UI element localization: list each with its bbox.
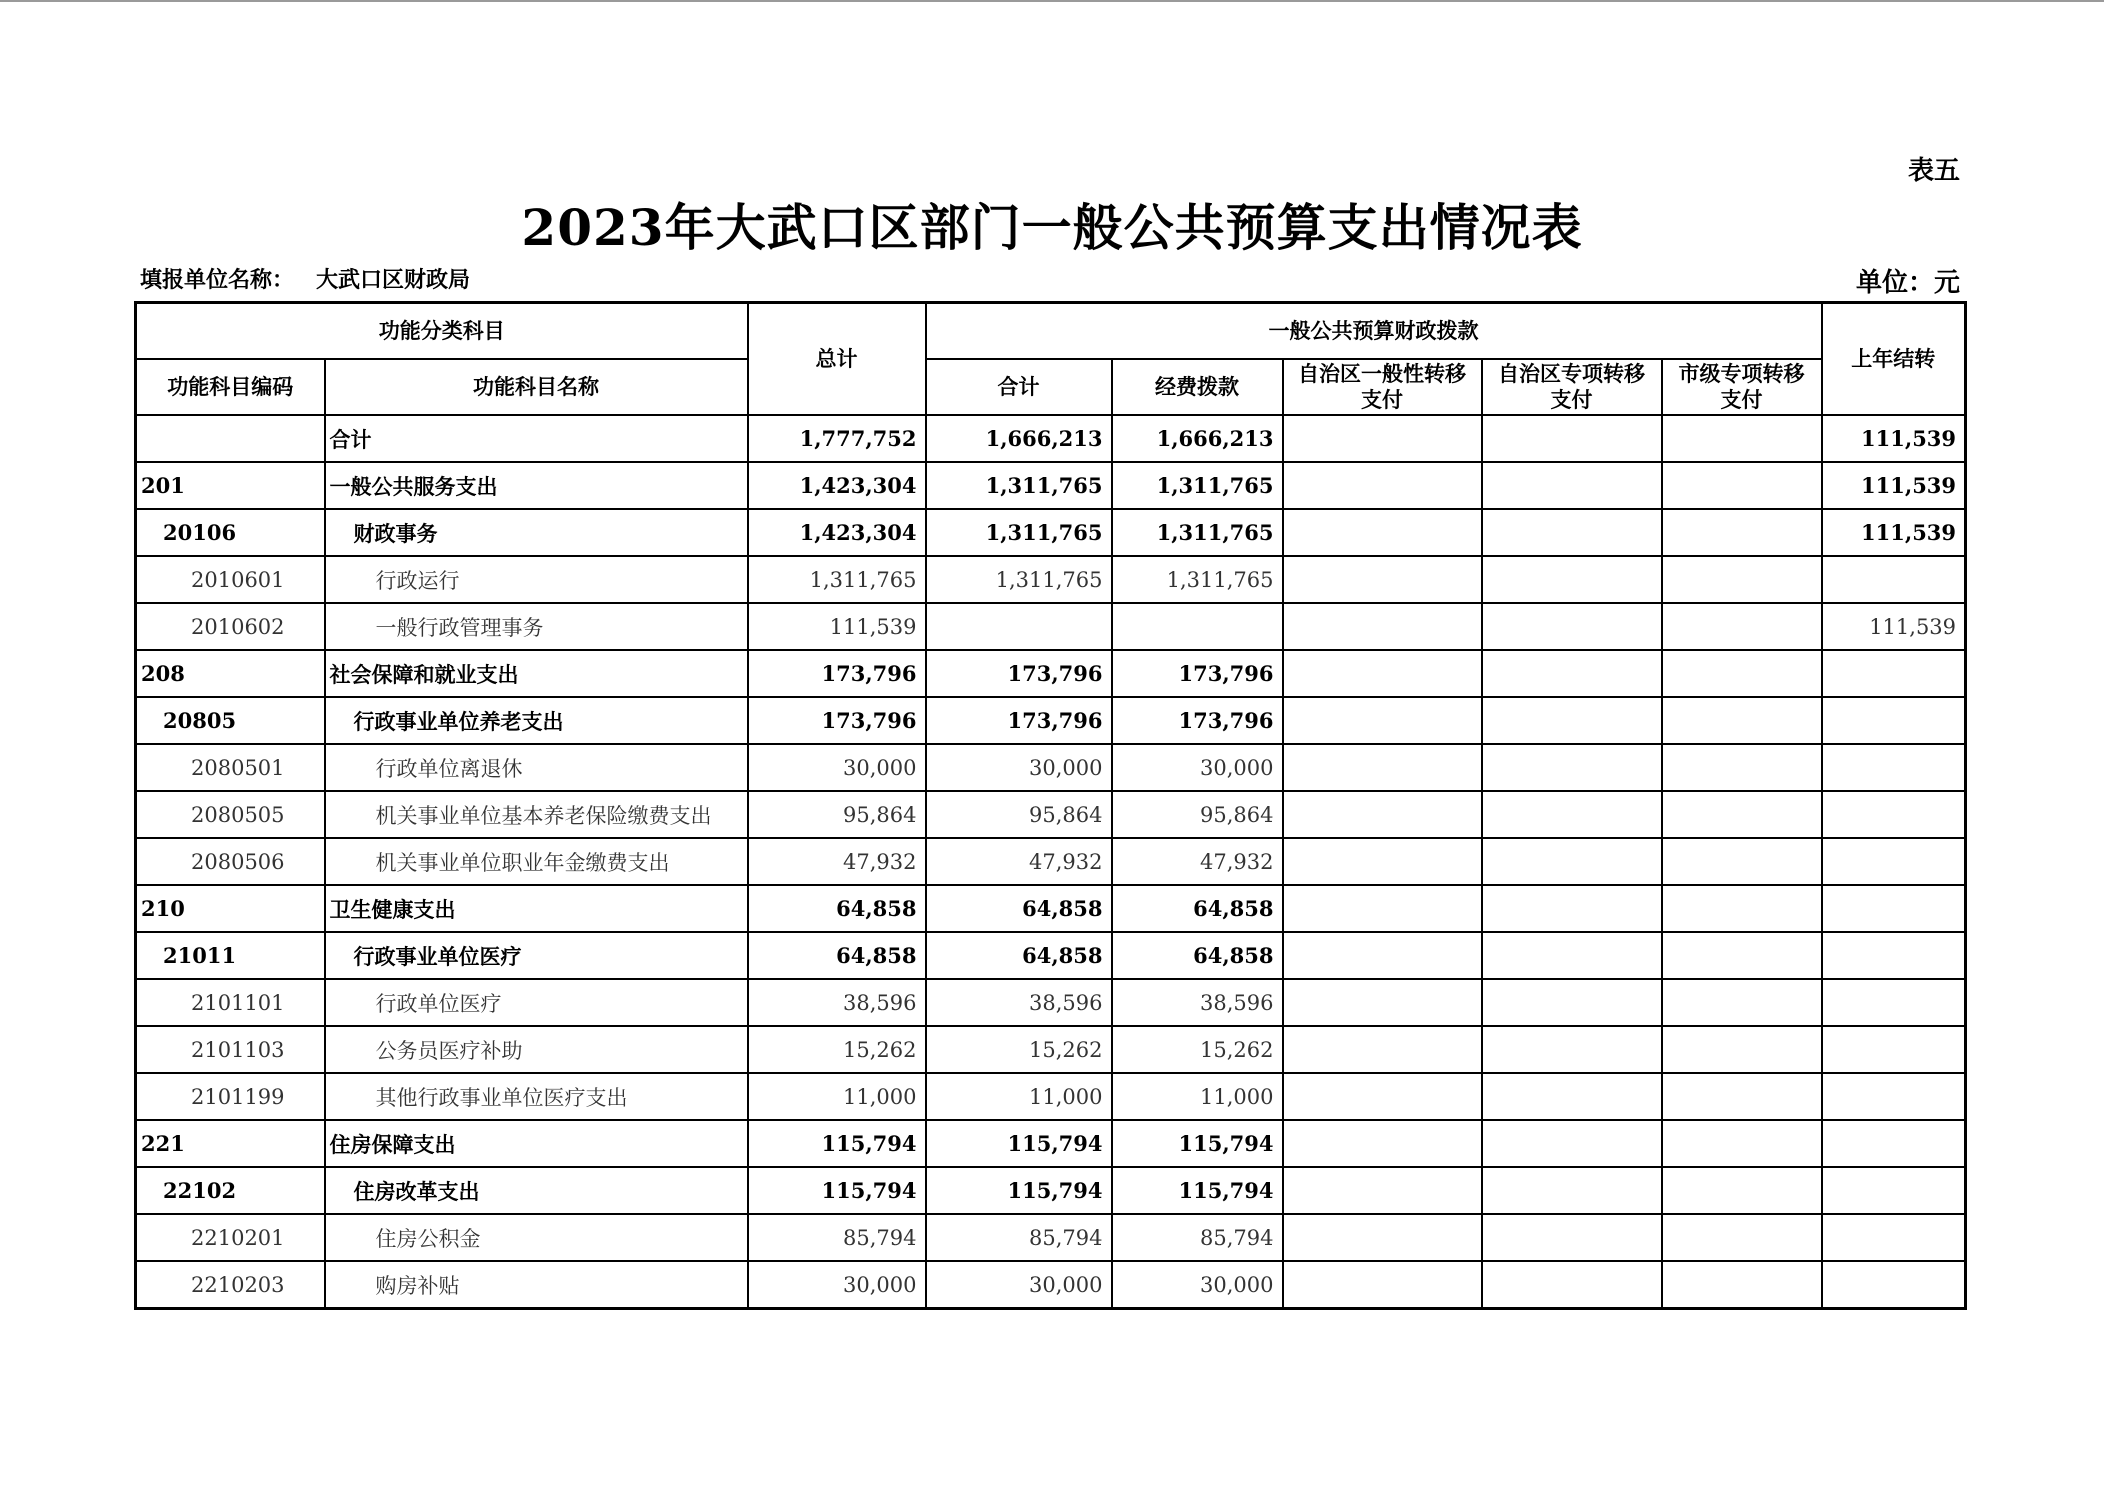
- cell-city-special-transfer: [1662, 1026, 1822, 1073]
- cell-code: 201: [136, 462, 325, 509]
- reporting-unit-name: 大武口区财政局: [316, 267, 471, 293]
- cell-region-general-transfer: [1283, 603, 1482, 650]
- cell-city-special-transfer: [1662, 885, 1822, 932]
- cell-code: 2080505: [136, 791, 325, 838]
- cell-funding: 1,311,765: [1112, 509, 1283, 556]
- cell-funding: 64,858: [1112, 932, 1283, 979]
- cell-carryover: [1822, 1120, 1966, 1167]
- cell-funding: 11,000: [1112, 1073, 1283, 1120]
- table-body: [136, 415, 1966, 1309]
- cell-city-special-transfer: [1662, 1214, 1822, 1261]
- reporting-unit-label: 填报单位名称：: [140, 267, 295, 293]
- cell-subtotal: 38,596: [926, 979, 1112, 1026]
- cell-carryover: [1822, 979, 1966, 1026]
- cell-code: 2210201: [136, 1214, 325, 1261]
- cell-region-general-transfer: [1283, 1120, 1482, 1167]
- cell-funding: 173,796: [1112, 697, 1283, 744]
- cell-city-special-transfer: [1662, 1120, 1822, 1167]
- cell-region-special-transfer: [1482, 1026, 1662, 1073]
- cell-funding: 95,864: [1112, 791, 1283, 838]
- header-carryover: 上年结转: [1822, 303, 1966, 416]
- cell-carryover: 111,539: [1822, 509, 1966, 556]
- cell-subtotal: 173,796: [926, 650, 1112, 697]
- cell-region-special-transfer: [1482, 744, 1662, 791]
- cell-region-special-transfer: [1482, 791, 1662, 838]
- cell-name: 公务员医疗补助: [325, 1026, 748, 1073]
- header-code: 功能科目编码: [136, 359, 325, 415]
- header-city-special-line2: 支付: [1720, 387, 1763, 412]
- cell-code: 2101101: [136, 979, 325, 1026]
- cell-city-special-transfer: [1662, 979, 1822, 1026]
- cell-name: 行政单位医疗: [325, 979, 748, 1026]
- cell-city-special-transfer: [1662, 556, 1822, 603]
- cell-city-special-transfer: [1662, 462, 1822, 509]
- cell-region-general-transfer: [1283, 650, 1482, 697]
- header-region-general-transfer: [1283, 359, 1482, 415]
- cell-funding: 115,794: [1112, 1167, 1283, 1214]
- cell-name: 合计: [325, 415, 748, 462]
- cell-name: 行政单位离退休: [325, 744, 748, 791]
- top-border-line: [0, 0, 2104, 2]
- cell-carryover: [1822, 650, 1966, 697]
- header-subtotal: 合计: [926, 359, 1112, 415]
- cell-code: [136, 415, 325, 462]
- cell-code: 2210203: [136, 1261, 325, 1309]
- cell-subtotal: 1,311,765: [926, 462, 1112, 509]
- cell-code: 2010602: [136, 603, 325, 650]
- cell-code: 2080501: [136, 744, 325, 791]
- cell-carryover: [1822, 932, 1966, 979]
- header-row-2: [136, 359, 1966, 415]
- table-row: [136, 1214, 1966, 1261]
- cell-total: 47,932: [748, 838, 926, 885]
- cell-carryover: [1822, 885, 1966, 932]
- cell-total: 64,858: [748, 932, 926, 979]
- cell-total: 173,796: [748, 650, 926, 697]
- cell-carryover: [1822, 744, 1966, 791]
- page-title: 2023年大武口区部门一般公共预算支出情况表: [521, 198, 1583, 257]
- header-function-group: 功能分类科目: [136, 303, 748, 360]
- table-row: [136, 650, 1966, 697]
- table-row: [136, 415, 1966, 462]
- cell-total: 111,539: [748, 603, 926, 650]
- cell-region-general-transfer: [1283, 556, 1482, 603]
- cell-code: 20805: [136, 697, 325, 744]
- cell-carryover: [1822, 1214, 1966, 1261]
- cell-subtotal: 1,311,765: [926, 509, 1112, 556]
- cell-funding: 64,858: [1112, 885, 1283, 932]
- header-general-budget-group: 一般公共预算财政拨款: [926, 303, 1822, 360]
- cell-city-special-transfer: [1662, 744, 1822, 791]
- table-row: [136, 932, 1966, 979]
- cell-funding: 47,932: [1112, 838, 1283, 885]
- header-total: 总计: [748, 303, 926, 416]
- cell-code: 20106: [136, 509, 325, 556]
- cell-subtotal: 30,000: [926, 744, 1112, 791]
- cell-city-special-transfer: [1662, 650, 1822, 697]
- cell-region-special-transfer: [1482, 415, 1662, 462]
- cell-city-special-transfer: [1662, 1073, 1822, 1120]
- currency-unit: 单位：元: [1855, 268, 1960, 298]
- cell-region-general-transfer: [1283, 415, 1482, 462]
- cell-region-general-transfer: [1283, 1073, 1482, 1120]
- cell-total: 85,794: [748, 1214, 926, 1261]
- cell-region-special-transfer: [1482, 1167, 1662, 1214]
- cell-city-special-transfer: [1662, 1167, 1822, 1214]
- table-row: [136, 603, 1966, 650]
- cell-code: 2080506: [136, 838, 325, 885]
- cell-region-special-transfer: [1482, 885, 1662, 932]
- cell-carryover: [1822, 791, 1966, 838]
- cell-region-special-transfer: [1482, 509, 1662, 556]
- cell-region-special-transfer: [1482, 697, 1662, 744]
- cell-name: 机关事业单位基本养老保险缴费支出: [325, 791, 748, 838]
- cell-name: 财政事务: [325, 509, 748, 556]
- header-city-special-line1: 市级专项转移: [1678, 361, 1805, 386]
- cell-region-special-transfer: [1482, 1073, 1662, 1120]
- cell-subtotal: 95,864: [926, 791, 1112, 838]
- cell-region-general-transfer: [1283, 932, 1482, 979]
- cell-carryover: [1822, 1167, 1966, 1214]
- cell-name: 一般公共服务支出: [325, 462, 748, 509]
- table-row: [136, 697, 1966, 744]
- table-row: [136, 1167, 1966, 1214]
- cell-carryover: [1822, 1026, 1966, 1073]
- cell-total: 115,794: [748, 1120, 926, 1167]
- cell-carryover: [1822, 697, 1966, 744]
- cell-region-special-transfer: [1482, 1261, 1662, 1309]
- header-region-special-transfer: [1482, 359, 1662, 415]
- cell-total: 1,311,765: [748, 556, 926, 603]
- cell-name: 机关事业单位职业年金缴费支出: [325, 838, 748, 885]
- table-row: [136, 1026, 1966, 1073]
- cell-code: 22102: [136, 1167, 325, 1214]
- cell-total: 1,423,304: [748, 509, 926, 556]
- cell-total: 38,596: [748, 979, 926, 1026]
- cell-carryover: [1822, 1261, 1966, 1309]
- cell-region-general-transfer: [1283, 1214, 1482, 1261]
- cell-name: 住房改革支出: [325, 1167, 748, 1214]
- cell-city-special-transfer: [1662, 838, 1822, 885]
- table-row: [136, 1120, 1966, 1167]
- table-row: [136, 1261, 1966, 1309]
- cell-city-special-transfer: [1662, 603, 1822, 650]
- cell-funding: 173,796: [1112, 650, 1283, 697]
- cell-name: 住房公积金: [325, 1214, 748, 1261]
- cell-region-special-transfer: [1482, 979, 1662, 1026]
- header-region-general-line2: 支付: [1361, 387, 1403, 412]
- cell-subtotal: [926, 603, 1112, 650]
- header-region-special-line1: 自治区专项转移: [1498, 361, 1645, 386]
- cell-name: 行政事业单位医疗: [325, 932, 748, 979]
- cell-code: 208: [136, 650, 325, 697]
- cell-funding: 115,794: [1112, 1120, 1283, 1167]
- cell-code: 2101199: [136, 1073, 325, 1120]
- cell-city-special-transfer: [1662, 791, 1822, 838]
- cell-name: 社会保障和就业支出: [325, 650, 748, 697]
- cell-total: 30,000: [748, 1261, 926, 1309]
- cell-region-special-transfer: [1482, 603, 1662, 650]
- cell-subtotal: 115,794: [926, 1167, 1112, 1214]
- cell-region-special-transfer: [1482, 1214, 1662, 1261]
- table-row: [136, 1073, 1966, 1120]
- cell-city-special-transfer: [1662, 509, 1822, 556]
- cell-city-special-transfer: [1662, 697, 1822, 744]
- cell-total: 173,796: [748, 697, 926, 744]
- cell-carryover: 111,539: [1822, 415, 1966, 462]
- cell-subtotal: 1,666,213: [926, 415, 1112, 462]
- cell-region-general-transfer: [1283, 885, 1482, 932]
- cell-code: 2010601: [136, 556, 325, 603]
- cell-funding: 85,794: [1112, 1214, 1283, 1261]
- cell-code: 221: [136, 1120, 325, 1167]
- header-name: 功能科目名称: [325, 359, 748, 415]
- cell-code: 210: [136, 885, 325, 932]
- cell-name: 其他行政事业单位医疗支出: [325, 1073, 748, 1120]
- cell-region-general-transfer: [1283, 1261, 1482, 1309]
- cell-total: 11,000: [748, 1073, 926, 1120]
- cell-funding: 1,311,765: [1112, 556, 1283, 603]
- cell-region-special-transfer: [1482, 650, 1662, 697]
- cell-funding: 1,666,213: [1112, 415, 1283, 462]
- cell-subtotal: 64,858: [926, 932, 1112, 979]
- table-row: [136, 979, 1966, 1026]
- cell-region-general-transfer: [1283, 462, 1482, 509]
- cell-total: 1,777,752: [748, 415, 926, 462]
- cell-region-general-transfer: [1283, 791, 1482, 838]
- cell-region-general-transfer: [1283, 838, 1482, 885]
- cell-funding: 38,596: [1112, 979, 1283, 1026]
- cell-region-special-transfer: [1482, 932, 1662, 979]
- cell-name: 行政事业单位养老支出: [325, 697, 748, 744]
- table-row: [136, 838, 1966, 885]
- cell-carryover: 111,539: [1822, 603, 1966, 650]
- cell-funding: 30,000: [1112, 1261, 1283, 1309]
- cell-name: 住房保障支出: [325, 1120, 748, 1167]
- cell-region-special-transfer: [1482, 556, 1662, 603]
- cell-subtotal: 15,262: [926, 1026, 1112, 1073]
- cell-subtotal: 11,000: [926, 1073, 1112, 1120]
- table-number-label: 表五: [1907, 156, 1960, 186]
- table-row: [136, 791, 1966, 838]
- cell-carryover: [1822, 1073, 1966, 1120]
- reporting-unit: [140, 263, 470, 294]
- cell-region-general-transfer: [1283, 1026, 1482, 1073]
- header-row-1: [136, 303, 1966, 360]
- cell-funding: 15,262: [1112, 1026, 1283, 1073]
- cell-total: 95,864: [748, 791, 926, 838]
- cell-name: 一般行政管理事务: [325, 603, 748, 650]
- cell-total: 64,858: [748, 885, 926, 932]
- cell-name: 行政运行: [325, 556, 748, 603]
- cell-region-general-transfer: [1283, 1167, 1482, 1214]
- cell-subtotal: 173,796: [926, 697, 1112, 744]
- budget-expenditure-table: [134, 301, 1967, 1310]
- cell-region-general-transfer: [1283, 744, 1482, 791]
- cell-city-special-transfer: [1662, 415, 1822, 462]
- cell-region-general-transfer: [1283, 697, 1482, 744]
- cell-region-special-transfer: [1482, 1120, 1662, 1167]
- table-row: [136, 509, 1966, 556]
- cell-subtotal: 1,311,765: [926, 556, 1112, 603]
- cell-subtotal: 30,000: [926, 1261, 1112, 1309]
- cell-city-special-transfer: [1662, 1261, 1822, 1309]
- table-row: [136, 885, 1966, 932]
- cell-total: 30,000: [748, 744, 926, 791]
- cell-funding: 30,000: [1112, 744, 1283, 791]
- cell-carryover: [1822, 556, 1966, 603]
- header-funding: 经费拨款: [1112, 359, 1283, 415]
- cell-code: 21011: [136, 932, 325, 979]
- cell-subtotal: 47,932: [926, 838, 1112, 885]
- cell-city-special-transfer: [1662, 932, 1822, 979]
- cell-carryover: [1822, 838, 1966, 885]
- header-city-special-transfer: [1662, 359, 1822, 415]
- cell-subtotal: 85,794: [926, 1214, 1112, 1261]
- cell-name: 购房补贴: [325, 1261, 748, 1309]
- cell-subtotal: 64,858: [926, 885, 1112, 932]
- cell-total: 1,423,304: [748, 462, 926, 509]
- header-region-general-line1: 自治区一般性转移: [1298, 361, 1466, 386]
- cell-region-special-transfer: [1482, 462, 1662, 509]
- table-row: [136, 744, 1966, 791]
- cell-funding: [1112, 603, 1283, 650]
- cell-total: 115,794: [748, 1167, 926, 1214]
- table-row: [136, 556, 1966, 603]
- cell-name: 卫生健康支出: [325, 885, 748, 932]
- header-region-special-line2: 支付: [1550, 387, 1593, 412]
- cell-total: 15,262: [748, 1026, 926, 1073]
- table-row: [136, 462, 1966, 509]
- cell-subtotal: 115,794: [926, 1120, 1112, 1167]
- cell-region-special-transfer: [1482, 838, 1662, 885]
- cell-funding: 1,311,765: [1112, 462, 1283, 509]
- cell-code: 2101103: [136, 1026, 325, 1073]
- cell-region-general-transfer: [1283, 509, 1482, 556]
- cell-carryover: 111,539: [1822, 462, 1966, 509]
- cell-region-general-transfer: [1283, 979, 1482, 1026]
